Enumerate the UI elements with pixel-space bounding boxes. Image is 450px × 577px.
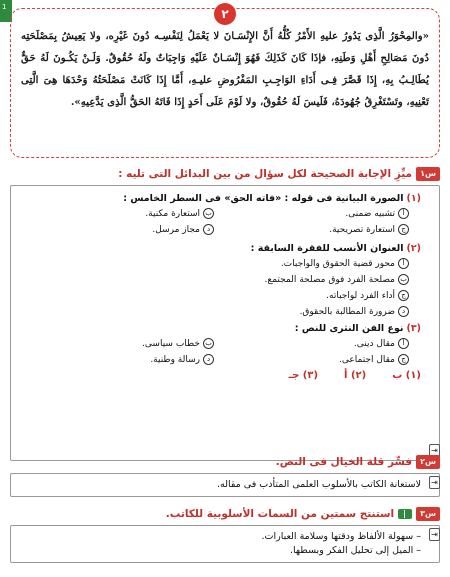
passage-text: «والمِحْوَرُ الَّذِى يَدُورُ عليهِ الأَمْرُ كُلُّهُ أَنَّ الإِنْسَـانَ لا يَعْمَلُ لِنَفْسِـه دُونَ غَيْرِه، ولا يَعِيشُ بِمَصْلَحَتِه دُونَ مَصَالِحِ أَهْلِ وَطَنِهِ، فإذَا كَانَ كَذَلِكَ فَهُوَ إِنْسَـانٌ عَلَيْهِ وَاجِبَاتٌ ولَهُ حُقُوقٌ. وَلَـنْ يَكُـونَ لَهُ حَقٌّ يُطَالِـبُ بِهِ، إِذَا قَصَّرَ فِـى أَدَاءِ الوَاجِـبِ المَفْرُوضِ عليـهِ، أَمَّا إِذَا كَانَتْ مَصْلَحَتُهُ وَحْدَهَا هِىَ الَّتِى تَعْنِيهِ، وتَسْتَغْرِقُ جُهُودَهُ، فَلَيسَ لَهُ حُقُوقٌ، ولا لَوْمَ عَلَى أَحَدٍ إِذَا فَاتَهُ الحَقُّ الَّذِى يَدَّعِيهِ». xyxy=(21,30,429,108)
question-title: استنتج سمتين من السمات الأسلوبية للكاتب. xyxy=(165,508,395,520)
sub-question-text: نوع الفن النثرى للنص : xyxy=(294,323,404,334)
answer-icon: ⇥ xyxy=(429,528,440,541)
option-c[interactable]: ج مقال اجتماعى. xyxy=(214,354,409,365)
answer-icon: ⇥ xyxy=(429,476,440,489)
answer-2: (٢) أ xyxy=(344,370,367,381)
question-badge: س٢ xyxy=(416,455,440,469)
option-a[interactable]: أ محور قضية الحقوق والواجبات. xyxy=(19,258,409,269)
answer-line-1: – سهولة الألفاظ ودقتها وسلامة العبارات. xyxy=(261,531,421,542)
question-1-box xyxy=(10,185,440,461)
question-badge: س١ xyxy=(416,167,440,181)
question-2-header xyxy=(10,454,440,470)
question-badge: س٣ xyxy=(416,507,440,521)
answer-icon: ⇥ xyxy=(429,444,440,457)
question-title: فسِّر قلة الخيال فى النص. xyxy=(275,456,413,468)
answer-line-2: – الميل إلى تحليل الفكر وبسطها. xyxy=(290,545,421,556)
sub-question-text: العنوان الأنسب للفقرة السابقة : xyxy=(250,243,404,254)
question-3-header xyxy=(10,506,440,522)
answer-1: (١) ب xyxy=(392,370,421,381)
option-c[interactable]: ج أداء الفرد لواجباته. xyxy=(19,290,409,301)
question-1-header xyxy=(10,166,440,182)
sub-question-number: (٢) xyxy=(406,243,421,254)
answer-3: (٣) جـ xyxy=(288,370,319,381)
question-3 xyxy=(10,506,440,563)
question-1 xyxy=(10,166,440,461)
sub-question-number: (١) xyxy=(406,193,421,204)
answers-row xyxy=(19,367,421,381)
sub-question-number: (٣) xyxy=(406,323,421,334)
option-d[interactable]: د رسالة وطنية. xyxy=(19,354,214,365)
answer-text: لاستعانة الكاتب بالأسلوب العلمى المتأدب فى مقاله. xyxy=(216,479,421,490)
option-b[interactable]: ب مصلحة الفرد فوق مصلحة المجتمع. xyxy=(19,274,409,285)
passage-box xyxy=(10,8,440,158)
option-b[interactable]: ب استعارة مكنية. xyxy=(19,208,214,219)
options-list xyxy=(19,258,409,317)
book-icon xyxy=(398,509,412,519)
question-title: ميِّزِ الإجابة الصحيحة لكل سؤال من بين البدائل التى تليه : xyxy=(118,168,413,180)
passage-number: ٢ xyxy=(214,3,236,25)
options-grid xyxy=(19,208,409,235)
option-d[interactable]: د مجاز مرسل. xyxy=(19,224,214,235)
option-d[interactable]: د ضرورة المطالبة بالحقوق. xyxy=(19,306,409,317)
sub-question-1 xyxy=(19,193,421,204)
sub-question-text: الصورة البيانية فى قوله : «فاته الحق» فى السطر الخامس : xyxy=(123,193,404,204)
question-2 xyxy=(10,454,440,497)
option-c[interactable]: ج استعارة تصريحية. xyxy=(214,224,409,235)
question-2-box xyxy=(10,473,440,497)
question-3-box xyxy=(10,525,440,563)
corner-label: 1 xyxy=(2,3,7,11)
option-a[interactable]: أ تشبيه ضمنى. xyxy=(214,208,409,219)
sub-question-3 xyxy=(19,323,421,334)
option-b[interactable]: ب خطاب سياسى. xyxy=(19,338,214,349)
option-a[interactable]: أ مقال دينى. xyxy=(214,338,409,349)
sub-question-2 xyxy=(19,243,421,254)
options-grid xyxy=(19,338,409,365)
